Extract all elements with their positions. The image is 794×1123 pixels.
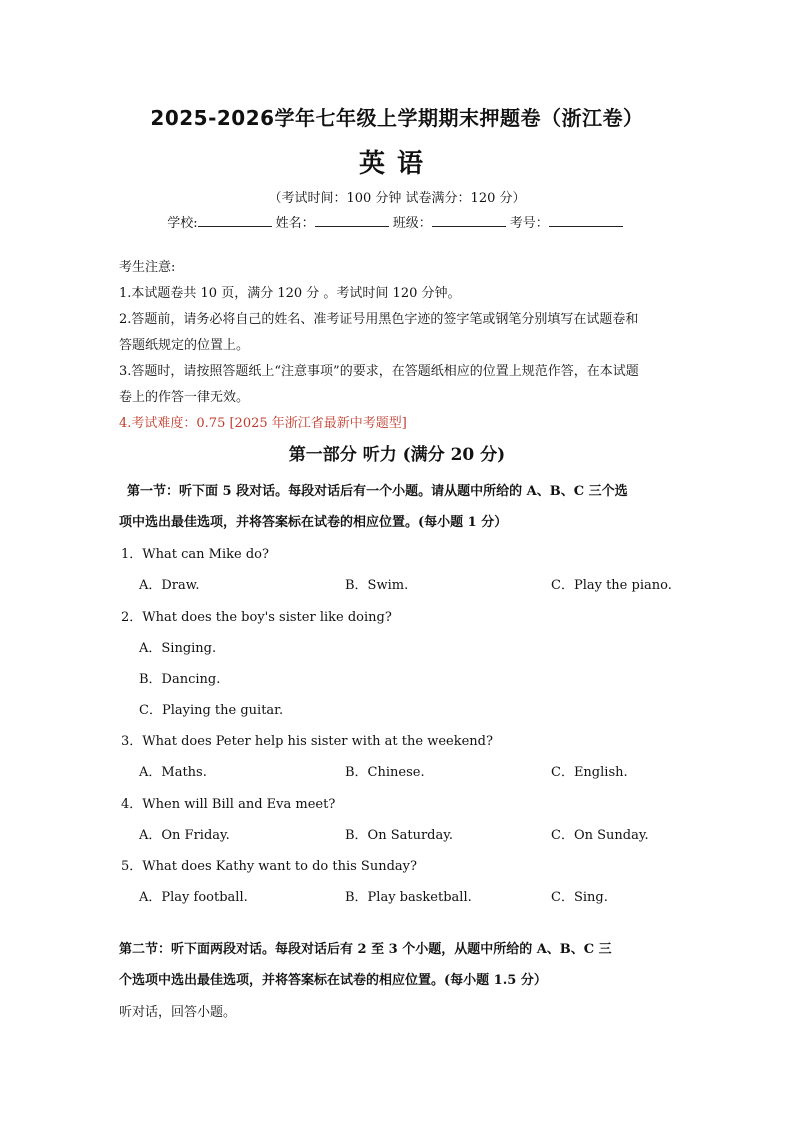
q4-option-a[interactable]: A．On Friday. — [139, 828, 230, 843]
q1-option-b[interactable]: B．Swim. — [345, 578, 409, 593]
exam-title: 2025-2026学年七年级上学期期末押题卷（浙江卷） — [150, 106, 644, 130]
school-label: 学校: — [167, 216, 198, 231]
class-blank[interactable] — [432, 212, 506, 227]
q1-option-a[interactable]: A．Draw. — [139, 578, 200, 593]
listen-prompt: 听对话，回答小题。 — [119, 1005, 237, 1020]
notice-item: 2.答题前，请务必将自己的姓名、准考证号用黑色字迹的签字笔或钢笔分别填写在试题卷和 — [119, 312, 639, 327]
name-label: 姓名： — [275, 216, 315, 231]
q4-option-b[interactable]: B．On Saturday. — [345, 828, 454, 843]
notice-item: 答题纸规定的位置上。 — [119, 338, 250, 353]
notice-heading: 考生注意: — [119, 260, 176, 275]
question-2: 2．What does the boy's sister like doing? — [121, 610, 392, 625]
section2-instruction: 第二节：听下面两段对话。每段对话后有 2 至 3 个小题，从题中所给的 A、B、C 三 — [119, 942, 612, 957]
name-blank[interactable] — [315, 212, 389, 227]
number-blank[interactable] — [549, 212, 623, 227]
q5-option-b[interactable]: B．Play basketball. — [345, 890, 472, 905]
q3-option-a[interactable]: A．Maths. — [139, 765, 207, 780]
section2-instruction: 个选项中选出最佳选项，并将答案标在试卷的相应位置。(每小题 1.5 分） — [119, 973, 547, 988]
q2-option-c[interactable]: C．Playing the guitar. — [139, 703, 284, 718]
question-4: 4．When will Bill and Eva meet? — [121, 797, 336, 812]
class-label: 班级： — [392, 216, 432, 231]
difficulty-note: 4.考试难度：0.75 [2025 年浙江省最新中考题型] — [119, 416, 407, 431]
number-label: 考号： — [509, 216, 549, 231]
question-1: 1．What can Mike do? — [121, 547, 269, 562]
notice-item: 1.本试题卷共 10 页，满分 120 分 。考试时间 120 分钟。 — [119, 286, 461, 301]
school-blank[interactable] — [198, 212, 272, 227]
q1-option-c[interactable]: C．Play the piano. — [551, 578, 672, 593]
q2-option-b[interactable]: B．Dancing. — [139, 672, 221, 687]
q5-option-c[interactable]: C．Sing. — [551, 890, 608, 905]
section1-instruction: 项中选出最佳选项，并将答案标在试卷的相应位置。(每小题 1 分） — [119, 515, 508, 530]
question-3: 3．What does Peter help his sister with at the weekend? — [121, 734, 493, 749]
notice-item: 3.答题时，请按照答题纸上“注意事项”的要求，在答题纸相应的位置上规范作答，在本试题 — [119, 364, 639, 379]
q4-option-c[interactable]: C．On Sunday. — [551, 828, 649, 843]
subject-title: 英语 — [358, 149, 435, 179]
q2-option-a[interactable]: A．Singing. — [139, 641, 217, 656]
student-info-line — [0, 212, 794, 231]
q3-option-c[interactable]: C．English. — [551, 765, 628, 780]
q3-option-b[interactable]: B．Chinese. — [345, 765, 425, 780]
part1-title: 第一部分 听力 (满分 20 分) — [288, 445, 506, 465]
exam-info: （考试时间：100 分钟 试卷满分：120 分） — [268, 191, 526, 206]
notice-item: 卷上的作答一律无效。 — [119, 390, 250, 405]
q5-option-a[interactable]: A．Play football. — [139, 890, 248, 905]
question-5: 5．What does Kathy want to do this Sunday? — [121, 859, 417, 874]
section1-instruction: 第一节：听下面 5 段对话。每段对话后有一个小题。请从题中所给的 A、B、C 三个选 — [127, 484, 628, 499]
